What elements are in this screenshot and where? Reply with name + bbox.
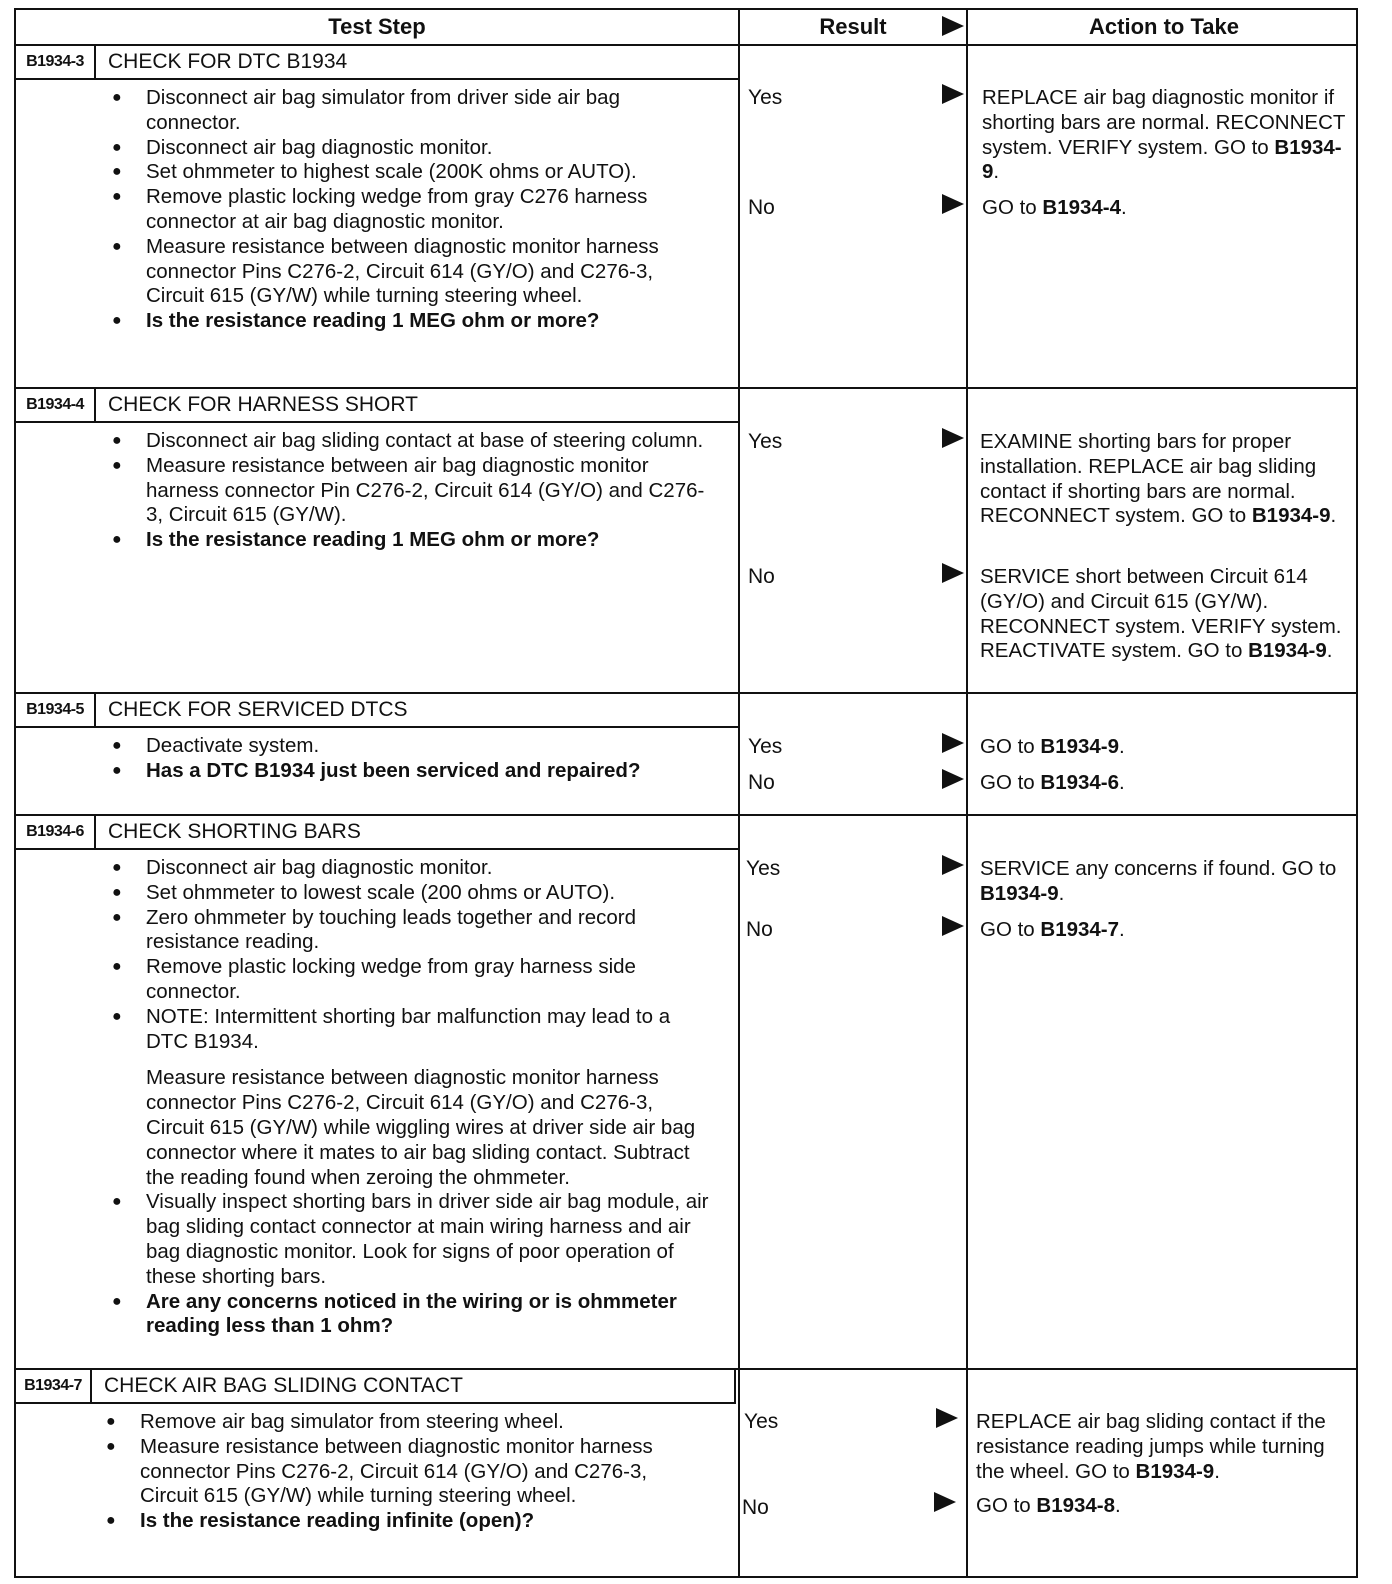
action-text: GO to B1934-8.	[976, 1494, 1121, 1517]
result-yes: Yes	[746, 857, 781, 880]
arrow-right-icon	[942, 84, 964, 104]
step-title: CHECK AIR BAG SLIDING CONTACT	[104, 1374, 463, 1397]
step-id: B1934-7	[16, 1370, 92, 1402]
result-yes: Yes	[744, 1410, 779, 1433]
header-test-step: Test Step	[328, 14, 426, 39]
list-item-question: ● Is the resistance reading infinite (open)?	[106, 1509, 706, 1534]
result-yes: Yes	[748, 735, 783, 758]
step-header	[16, 46, 740, 80]
list-item: ● Set ohmmeter to lowest scale (200 ohms or AUTO).	[112, 881, 712, 906]
arrow-right-icon	[942, 16, 964, 36]
result-no: No	[746, 918, 773, 941]
arrow-right-icon	[942, 563, 964, 583]
result-yes: Yes	[748, 430, 783, 453]
action-text: GO to B1934-7.	[980, 918, 1125, 941]
list-item: ● Remove plastic locking wedge from gray harness side connector.	[112, 955, 712, 1005]
step-instructions	[112, 734, 712, 784]
action-text: SERVICE any concerns if found. GO to B1934-9.	[980, 857, 1337, 905]
step-title: CHECK SHORTING BARS	[108, 820, 361, 843]
list-item: ● Remove air bag simulator from steering wheel.	[106, 1410, 706, 1435]
list-item: ● Measure resistance between diagnostic monitor harness connector Pins C276-2, Circuit 614 (GY/O) and C276-3, Circuit 615 (GY/W) while turning steering wheel.	[106, 1435, 706, 1509]
arrow-right-icon	[942, 194, 964, 214]
list-item: ● Disconnect air bag diagnostic monitor.	[112, 136, 712, 161]
list-item: ● Deactivate system.	[112, 734, 712, 759]
step-id: B1934-5	[16, 694, 96, 726]
step-id: B1934-4	[16, 389, 96, 421]
list-item: ● Set ohmmeter to highest scale (200K ohms or AUTO).	[112, 160, 712, 185]
action-text: SERVICE short between Circuit 614 (GY/O) and Circuit 615 (GY/W). RECONNECT system. VERIFY system. REACTIVATE system. GO to B1934-9.	[980, 565, 1342, 663]
arrow-right-icon	[934, 1492, 956, 1512]
step-instructions	[112, 86, 712, 334]
column-divider	[966, 10, 968, 1576]
step-header	[16, 389, 740, 423]
step-title: CHECK FOR SERVICED DTCS	[108, 698, 408, 721]
list-item: ● Remove plastic locking wedge from gray C276 harness connector at air bag diagnostic monitor.	[112, 185, 712, 235]
action-text: REPLACE air bag sliding contact if the resistance reading jumps while turning the wheel. GO to B1934-9.	[976, 1410, 1326, 1483]
step-header	[16, 1370, 736, 1404]
action-text: REPLACE air bag diagnostic monitor if shorting bars are normal. RECONNECT system. VERIFY system. GO to B1934-9.	[982, 86, 1346, 184]
list-item: ● Disconnect air bag diagnostic monitor.	[112, 856, 712, 881]
step-id: B1934-6	[16, 816, 96, 848]
list-item: ● Disconnect air bag simulator from driver side air bag connector.	[112, 86, 712, 136]
list-item: ● Disconnect air bag sliding contact at base of steering column.	[112, 429, 712, 454]
step-title: CHECK FOR HARNESS SHORT	[108, 393, 418, 416]
arrow-right-icon	[936, 1408, 958, 1428]
diagnostic-table	[14, 8, 1358, 1578]
arrow-right-icon	[942, 733, 964, 753]
list-item-question: ● Is the resistance reading 1 MEG ohm or more?	[112, 309, 712, 334]
step-title: CHECK FOR DTC B1934	[108, 50, 348, 73]
arrow-right-icon	[942, 916, 964, 936]
result-yes: Yes	[748, 86, 783, 109]
step-id: B1934-3	[16, 46, 96, 78]
step-header	[16, 694, 740, 728]
arrow-right-icon	[942, 428, 964, 448]
step-header	[16, 816, 740, 850]
result-no: No	[748, 771, 775, 794]
list-item-question: ● Has a DTC B1934 just been serviced and repaired?	[112, 759, 712, 784]
action-text: EXAMINE shorting bars for proper installation. REPLACE air bag sliding contact if shorting bars are normal. RECONNECT system. GO to B1934-9.	[980, 430, 1337, 528]
result-no: No	[748, 565, 775, 588]
list-item: ● Visually inspect shorting bars in driver side air bag module, air bag sliding contact connector at main wiring harness and air bag diagnostic monitor. Look for signs of poor operation of these shorting bars.	[112, 1190, 712, 1289]
result-no: No	[742, 1496, 769, 1519]
arrow-right-icon	[942, 855, 964, 875]
header-result: Result	[819, 14, 887, 39]
list-item-note: ● NOTE: Intermittent shorting bar malfunction may lead to a DTC B1934.	[112, 1005, 712, 1055]
header-action: Action to Take	[1089, 14, 1239, 39]
action-text: GO to B1934-6.	[980, 771, 1125, 794]
list-item: ● Measure resistance between air bag diagnostic monitor harness connector Pin C276-2, Circuit 614 (GY/O) and C276-3, Circuit 615 (GY/W).	[112, 454, 712, 528]
action-text: GO to B1934-9.	[980, 735, 1125, 758]
step-instructions	[112, 856, 712, 1339]
action-text: GO to B1934-4.	[982, 196, 1127, 219]
list-item-question: ● Is the resistance reading 1 MEG ohm or more?	[112, 528, 712, 553]
step-instructions	[106, 1410, 706, 1534]
list-item-question: ● Are any concerns noticed in the wiring or is ohmmeter reading less than 1 ohm?	[112, 1290, 712, 1340]
list-item: Measure resistance between diagnostic monitor harness connector Pins C276-2, Circuit 614 (GY/O) and C276-3, Circuit 615 (GY/W) while wiggling wires at driver side air bag connector where it mates to air bag sliding contact. Subtract the reading found when zeroing the ohmmeter.	[146, 1066, 696, 1189]
result-no: No	[748, 196, 775, 219]
list-item: ● Measure resistance between diagnostic monitor harness connector Pins C276-2, Circuit 614 (GY/O) and C276-3, Circuit 615 (GY/W) while turning steering wheel.	[112, 235, 712, 309]
column-divider	[738, 10, 740, 1576]
step-instructions	[112, 429, 712, 553]
arrow-right-icon	[942, 769, 964, 789]
list-item: ● Zero ohmmeter by touching leads together and record resistance reading.	[112, 906, 712, 956]
